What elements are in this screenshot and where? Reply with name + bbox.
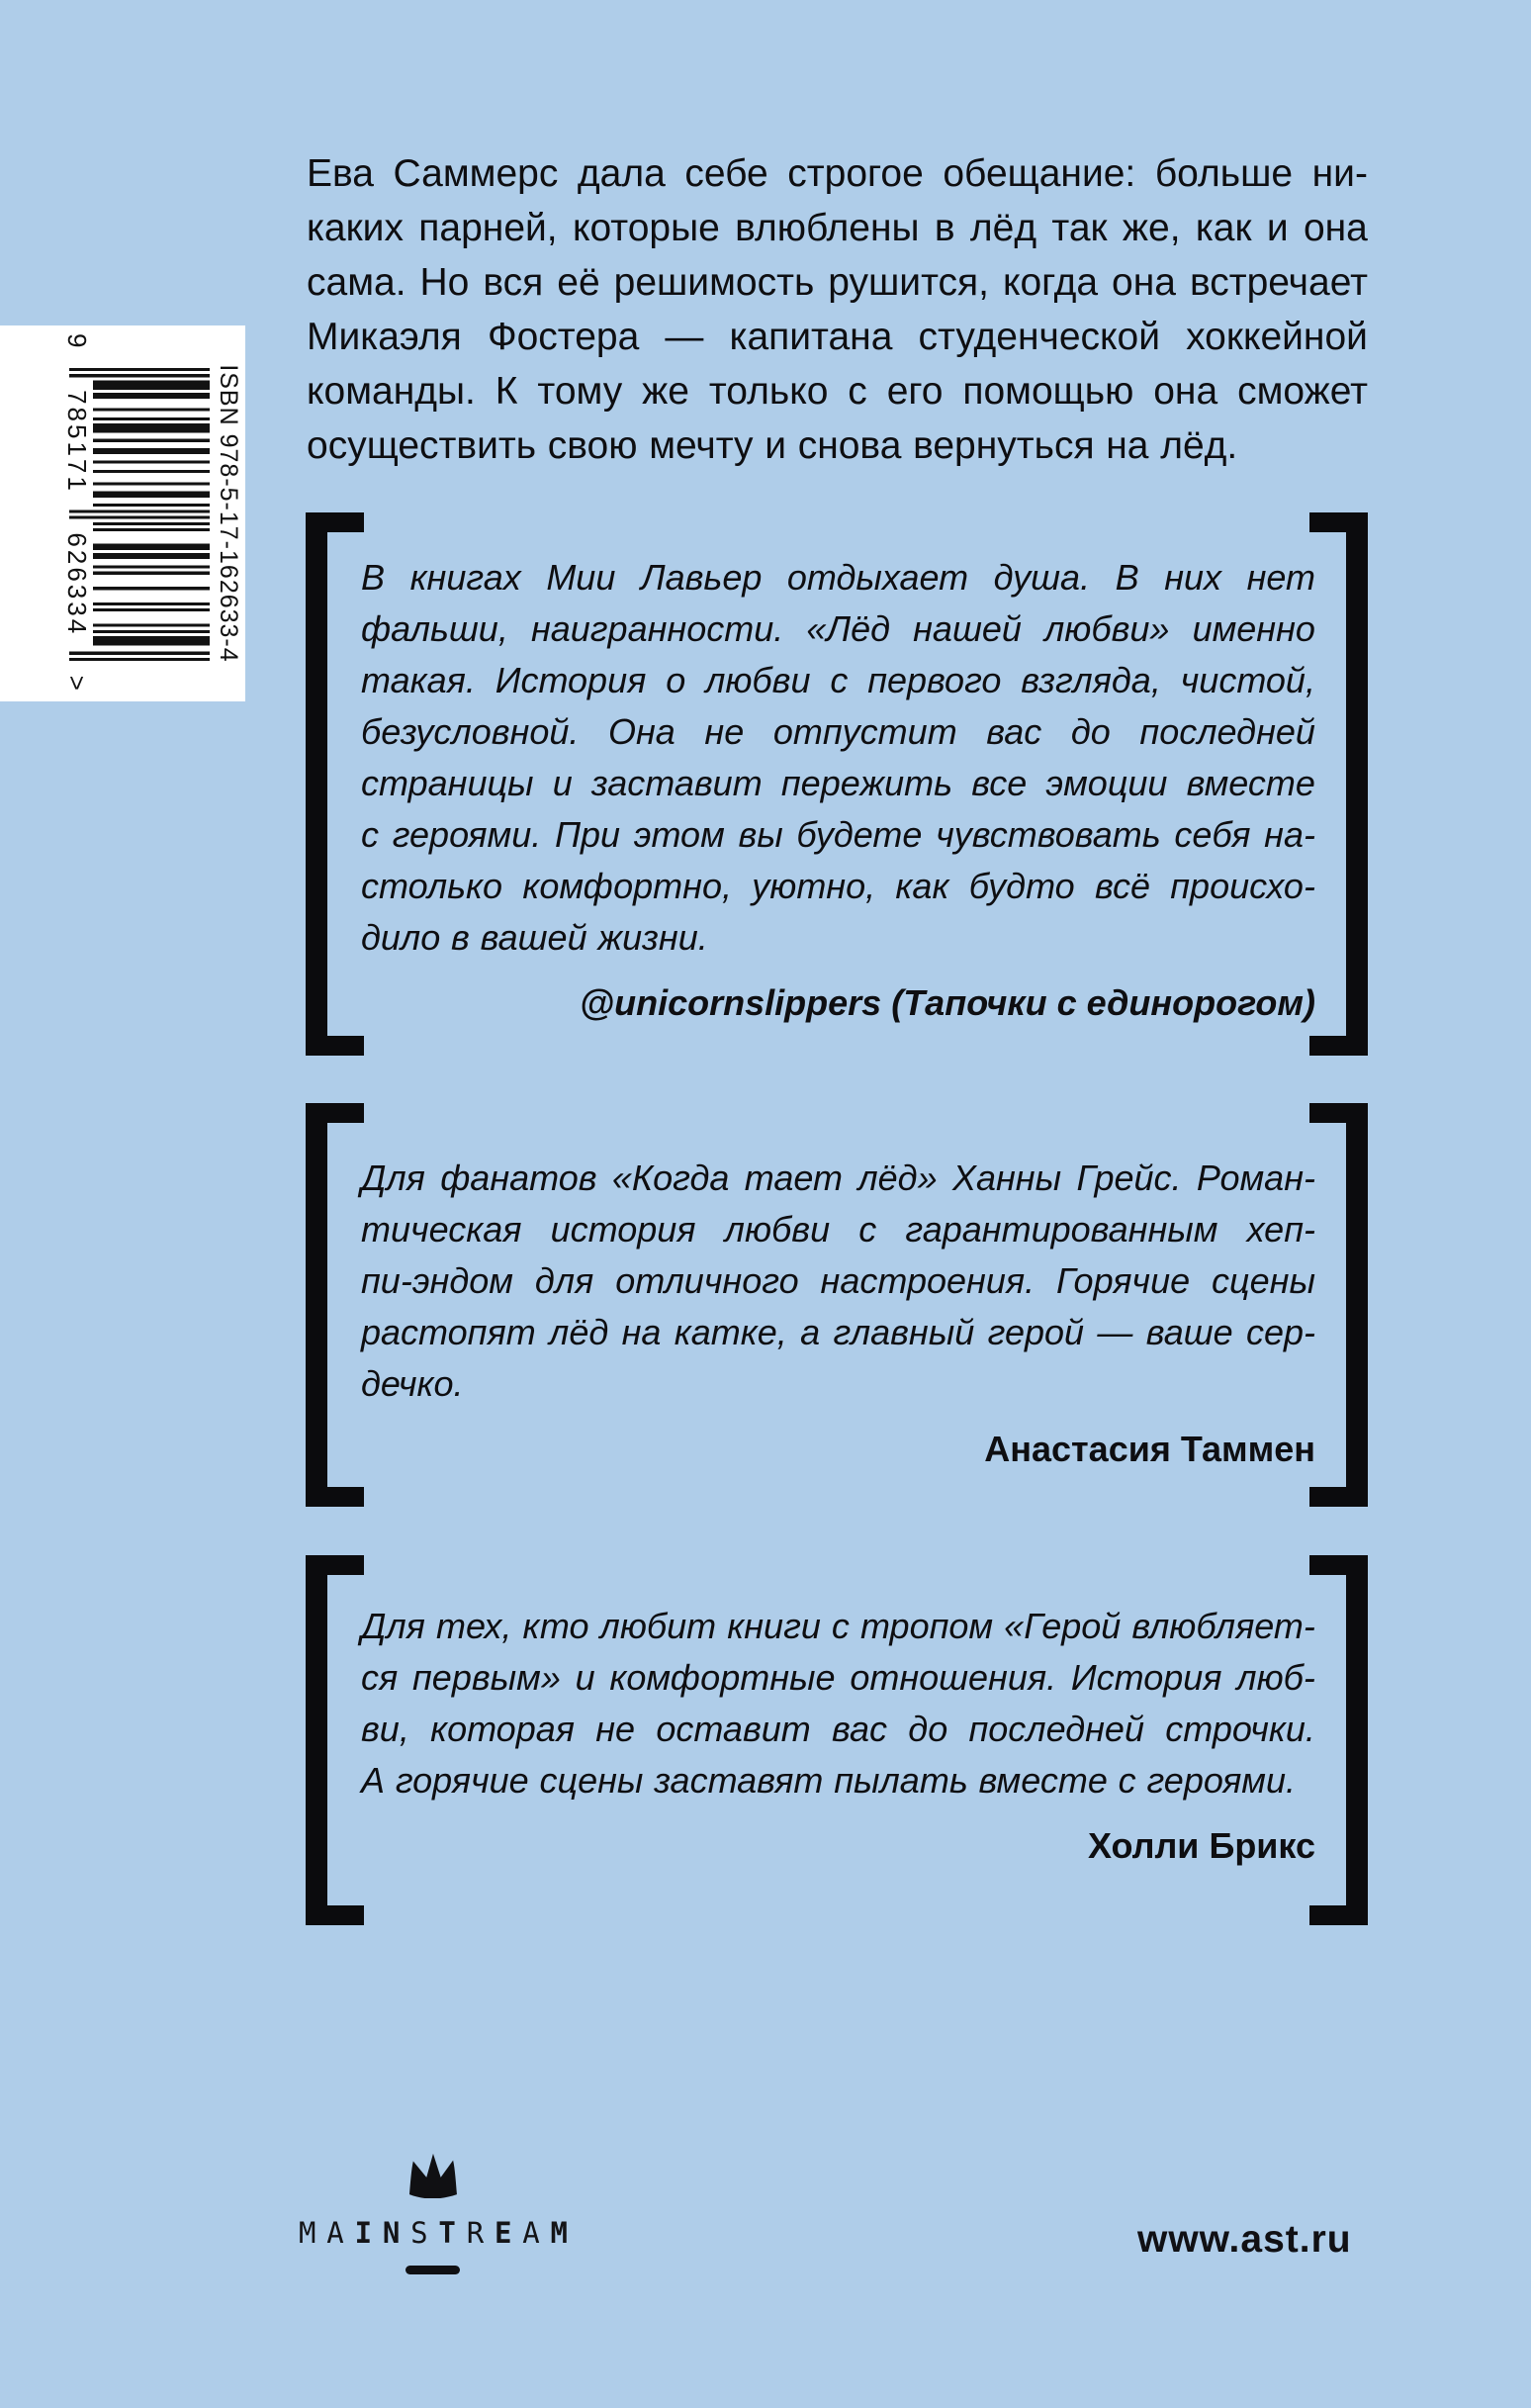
word: взгляда, xyxy=(1021,660,1161,700)
word: как xyxy=(1195,207,1252,249)
word: хоккейной xyxy=(1186,316,1368,358)
word: «Когда xyxy=(611,1158,730,1198)
quote-attribution: Анастасия Таммен xyxy=(984,1429,1315,1469)
text-line xyxy=(307,201,1368,255)
word: лёд. xyxy=(1160,424,1238,467)
word: фанатов xyxy=(440,1158,597,1198)
word: рушится, xyxy=(828,261,989,304)
publisher-letter: A xyxy=(326,2216,344,2250)
word: сможет xyxy=(1237,370,1368,413)
publisher-letter: N xyxy=(382,2216,401,2250)
ean-digit-group: > xyxy=(62,675,92,694)
word: растопят xyxy=(361,1312,536,1352)
right-bracket-icon xyxy=(1346,1103,1368,1507)
word: вместе xyxy=(978,1760,1108,1801)
word: будто xyxy=(968,866,1075,906)
word: её xyxy=(557,261,600,304)
word: снова xyxy=(797,424,902,467)
publisher-letter: E xyxy=(494,2216,512,2250)
word: же, xyxy=(1122,207,1181,249)
word: с xyxy=(1118,1760,1136,1801)
word: пылать xyxy=(834,1760,968,1801)
text-line xyxy=(361,1358,1315,1410)
word: себя xyxy=(1174,814,1251,855)
word: столько xyxy=(361,866,503,906)
word: и xyxy=(552,763,573,803)
crown-icon xyxy=(404,2151,461,2198)
word: будете xyxy=(796,814,923,855)
word: первого xyxy=(867,660,1002,700)
word: парней, xyxy=(418,207,558,249)
word: так xyxy=(1051,207,1108,249)
word: В xyxy=(1115,557,1139,598)
word: строгое xyxy=(787,152,924,195)
word: Грейс. xyxy=(1076,1158,1182,1198)
word: вашей xyxy=(480,917,587,958)
word: страницы xyxy=(361,763,534,803)
word: команды. xyxy=(307,370,476,413)
word: уютно, xyxy=(752,866,876,906)
word: нет xyxy=(1246,557,1315,598)
word: она xyxy=(1303,207,1368,249)
word: При xyxy=(554,814,621,855)
isbn-label: ISBN 978-5-17-162633-4 xyxy=(215,364,242,663)
word: История xyxy=(495,660,647,700)
word: вернуться xyxy=(913,424,1095,467)
word: любит xyxy=(599,1606,717,1646)
word: заставят xyxy=(654,1760,824,1801)
ean-digit-group: 785171 xyxy=(62,390,92,494)
publisher-name xyxy=(299,2216,568,2250)
word: тех, xyxy=(435,1606,512,1646)
right-bracket-icon xyxy=(1346,1555,1368,1925)
word: вы xyxy=(738,814,783,855)
word: с xyxy=(858,1209,877,1250)
quote-block xyxy=(306,512,1368,1056)
word: горячие xyxy=(395,1760,529,1801)
word: лёд» xyxy=(857,1158,938,1198)
word: его xyxy=(886,370,944,413)
word: Мии xyxy=(546,557,616,598)
word: вас xyxy=(986,711,1042,752)
word: влюблены xyxy=(735,207,920,249)
word: отличного xyxy=(615,1260,799,1301)
word: безусловной. xyxy=(361,711,580,752)
ean-digit-group: 9 xyxy=(62,333,92,351)
quote-block xyxy=(306,1555,1368,1925)
word: тает xyxy=(744,1158,843,1198)
word: пережить xyxy=(780,763,953,803)
word: заставит xyxy=(590,763,763,803)
word: с xyxy=(831,1606,850,1646)
quote-text xyxy=(361,1601,1315,1872)
word: А xyxy=(361,1760,386,1801)
isbn-barcode-sticker xyxy=(0,325,245,701)
word: люб- xyxy=(1236,1657,1315,1698)
word: с xyxy=(848,370,867,413)
word: только xyxy=(708,370,829,413)
word: отдыхает xyxy=(786,557,969,598)
word: о xyxy=(666,660,686,700)
word: обещание: xyxy=(943,152,1136,195)
quote-attribution: @unicornslippers (Тапочки с единорогом) xyxy=(580,982,1315,1023)
word: же xyxy=(642,370,689,413)
word: гарантированным xyxy=(905,1209,1218,1250)
word: хеп- xyxy=(1246,1209,1315,1250)
word: — xyxy=(665,316,704,358)
word: Фостера xyxy=(487,316,640,358)
word: катке, xyxy=(674,1312,787,1352)
text-line xyxy=(361,1704,1315,1755)
left-bracket-icon xyxy=(306,512,327,1056)
left-bracket-icon xyxy=(306,1555,327,1925)
word: первым» xyxy=(412,1657,561,1698)
word: кто xyxy=(522,1606,589,1646)
word: душа. xyxy=(993,557,1091,598)
word: этом xyxy=(633,814,725,855)
word: происхо- xyxy=(1170,866,1315,906)
word: вместе xyxy=(1186,763,1315,803)
quote-text xyxy=(361,1153,1315,1475)
word: Ева xyxy=(307,152,374,195)
word: не xyxy=(704,711,745,752)
word: ви, xyxy=(361,1709,409,1749)
word: сер- xyxy=(1245,1312,1315,1352)
word: Микаэля xyxy=(307,316,462,358)
word: Роман- xyxy=(1196,1158,1315,1198)
word: с xyxy=(830,660,849,700)
word: до xyxy=(908,1709,948,1749)
word: осуществить xyxy=(307,424,537,467)
word: она xyxy=(1112,261,1176,304)
text-line xyxy=(361,912,1315,964)
word: мечту xyxy=(649,424,754,467)
right-bracket-icon xyxy=(1346,512,1368,1056)
word: которая xyxy=(430,1709,575,1749)
ean-digits xyxy=(61,333,92,694)
word: оставит xyxy=(656,1709,811,1749)
word: отношения. xyxy=(850,1657,1057,1698)
word: дечко. xyxy=(361,1363,464,1404)
word: каких xyxy=(307,207,404,249)
word: «Герой xyxy=(1004,1606,1122,1646)
word: вас xyxy=(832,1709,888,1749)
word: эмоции xyxy=(1045,763,1168,803)
text-line xyxy=(361,655,1315,706)
word: сцены xyxy=(539,1760,644,1801)
word: любви xyxy=(705,660,811,700)
publisher-letter: M xyxy=(299,2216,316,2250)
word: тропом xyxy=(859,1606,994,1646)
text-line xyxy=(361,1255,1315,1307)
word: книги xyxy=(727,1606,821,1646)
text-line xyxy=(361,1307,1315,1358)
quote-attribution: Холли Брикс xyxy=(1087,1825,1315,1866)
word: на xyxy=(1106,424,1149,467)
word: дило xyxy=(361,917,441,958)
word: «Лёд xyxy=(806,608,890,649)
word: для xyxy=(534,1260,594,1301)
text-line xyxy=(361,1153,1315,1204)
word: история xyxy=(550,1209,696,1250)
word: капитана xyxy=(729,316,893,358)
word: комфортные xyxy=(609,1657,836,1698)
word: а xyxy=(800,1312,821,1352)
word: тическая xyxy=(361,1209,522,1250)
text-line xyxy=(361,861,1315,912)
publisher-letter: T xyxy=(438,2216,456,2250)
word: книгах xyxy=(409,557,521,598)
word: до xyxy=(1070,711,1111,752)
text-line xyxy=(361,1204,1315,1255)
word: последней xyxy=(968,1709,1144,1749)
word: Ханны xyxy=(951,1158,1062,1198)
word: главный xyxy=(833,1312,975,1352)
word: которые xyxy=(572,207,720,249)
word: студенческой xyxy=(918,316,1160,358)
word: всё xyxy=(1094,866,1150,906)
word: и xyxy=(575,1657,595,1698)
word: настроения. xyxy=(820,1260,1036,1301)
word: История xyxy=(1070,1657,1222,1698)
text-line xyxy=(361,1601,1315,1652)
word: она xyxy=(1153,370,1218,413)
word: — xyxy=(1097,1312,1133,1352)
left-bracket-icon xyxy=(306,1103,327,1507)
word: ся xyxy=(361,1657,399,1698)
word: как xyxy=(895,866,949,906)
word: на xyxy=(621,1312,662,1352)
publisher-letter: M xyxy=(550,2216,568,2250)
word: лёд xyxy=(969,207,1037,249)
word: больше xyxy=(1154,152,1294,195)
word: лёд xyxy=(549,1312,609,1352)
text-line xyxy=(361,1755,1315,1806)
word: последней xyxy=(1139,711,1315,752)
word: чистой, xyxy=(1180,660,1315,700)
text-line xyxy=(361,552,1315,603)
word: не xyxy=(595,1709,636,1749)
word: вся xyxy=(483,261,544,304)
word: встречает xyxy=(1189,261,1368,304)
word: все xyxy=(971,763,1028,803)
word: в xyxy=(451,917,470,958)
quote-text xyxy=(361,552,1315,1029)
word: К xyxy=(495,370,518,413)
word: жизни. xyxy=(597,917,708,958)
text-line xyxy=(307,364,1368,418)
word: помощью xyxy=(962,370,1134,413)
text-line xyxy=(361,1652,1315,1704)
publisher-logo xyxy=(297,2147,584,2285)
word: в xyxy=(934,207,955,249)
word: свою xyxy=(547,424,638,467)
word: Саммерс xyxy=(393,152,559,195)
word: сама. xyxy=(307,261,406,304)
word: отпустит xyxy=(772,711,957,752)
logo-underline xyxy=(405,2266,460,2274)
ean-digit-group: 626334 xyxy=(62,532,92,637)
word: любви» xyxy=(1043,608,1170,649)
text-line xyxy=(307,146,1368,201)
word: решимость xyxy=(613,261,815,304)
word: герой xyxy=(987,1312,1085,1352)
word: В xyxy=(361,557,386,598)
word: ваше xyxy=(1145,1312,1233,1352)
publisher-letter: R xyxy=(466,2216,485,2250)
word: них xyxy=(1164,557,1222,598)
barcode-rotated-group xyxy=(0,325,245,701)
word: чувствовать xyxy=(936,814,1161,855)
word: Горячие xyxy=(1056,1260,1191,1301)
website-url: www.ast.ru xyxy=(1137,2218,1352,2261)
word: Но xyxy=(419,261,470,304)
word: сцены xyxy=(1212,1260,1315,1301)
word: и xyxy=(1266,207,1289,249)
word: себе xyxy=(684,152,768,195)
word: такая. xyxy=(361,660,476,700)
word: с xyxy=(361,814,379,855)
word: любви xyxy=(724,1209,831,1250)
word: ни- xyxy=(1311,152,1368,195)
quote-block xyxy=(306,1103,1368,1507)
text-line xyxy=(307,418,1368,473)
word: наигранности. xyxy=(530,608,784,649)
word: влюбляет- xyxy=(1131,1606,1315,1646)
text-line xyxy=(361,758,1315,809)
word: и xyxy=(765,424,786,467)
word: Она xyxy=(607,711,675,752)
publisher-letter: A xyxy=(522,2216,540,2250)
text-line xyxy=(361,706,1315,758)
publisher-letter: S xyxy=(410,2216,428,2250)
word: на- xyxy=(1264,814,1315,855)
word: строчки. xyxy=(1165,1709,1315,1749)
word: именно xyxy=(1192,608,1315,649)
text-line xyxy=(361,809,1315,861)
word: героями. xyxy=(392,814,542,855)
word: дала xyxy=(577,152,666,195)
word: комфортно, xyxy=(522,866,732,906)
word: Для xyxy=(361,1158,425,1198)
text-line xyxy=(361,603,1315,655)
publisher-letter: I xyxy=(354,2216,373,2250)
text-line xyxy=(307,255,1368,310)
word: фальши, xyxy=(361,608,508,649)
word: тому xyxy=(537,370,623,413)
word: героями. xyxy=(1146,1760,1297,1801)
intro-paragraph xyxy=(307,146,1368,473)
text-line xyxy=(307,310,1368,364)
word: Для xyxy=(361,1606,425,1646)
word: пи-эндом xyxy=(361,1260,513,1301)
word: Лавьер xyxy=(640,557,763,598)
word: когда xyxy=(1002,261,1099,304)
word: нашей xyxy=(913,608,1022,649)
